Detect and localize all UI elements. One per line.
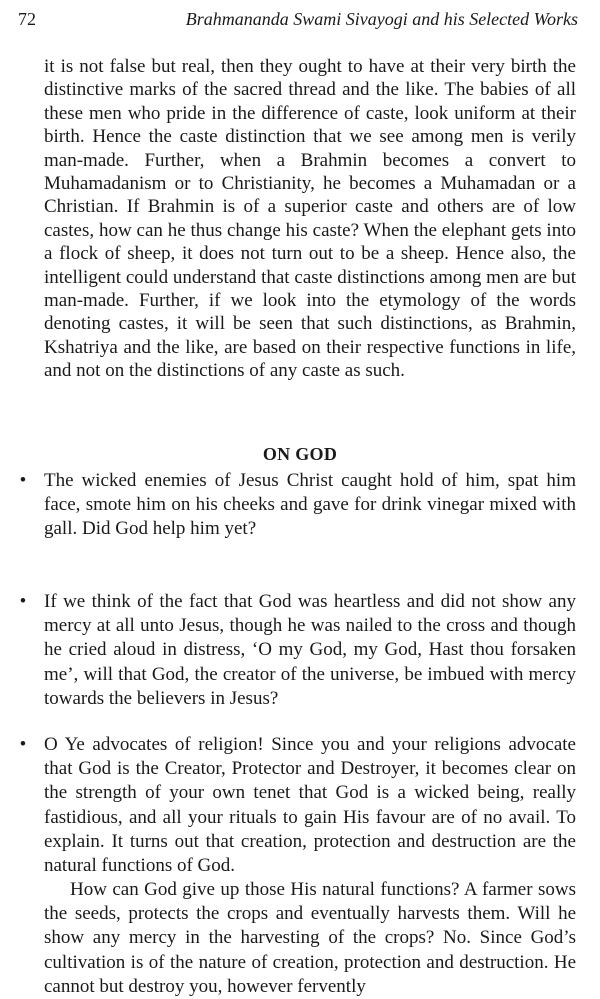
section-heading: ON GOD [262,444,338,464]
bullet-marker: • [19,591,27,612]
opening-paragraph-block [44,55,576,383]
bullet-text: The wicked enemies of Jesus Christ caught hold of him, spat him face, smote him on his cheeks and gave for drink vinegar mixed with gall. Did God help him yet? [44,470,576,540]
bullet-item-1 [19,469,576,542]
bullet-item-2 [19,590,576,711]
running-title: Brahmananda Swami Sivayogi and his Selected Works [185,9,578,29]
bullet-marker: • [19,470,27,491]
opening-paragraph: it is not false but real, then they ought to have at their very birth the distinctive marks of the sacred thread and the like. The babies of all these men who pride in the difference of caste, look uniform at their birth. Hence the caste distinction that we see among men is verily man-made. Further, when a Brahmin becomes a convert to Muhamadanism or to Christianity, he becomes a Muhamadan or a Christian. If Brahmin is of a superior caste and others are of low castes, how can he thus change his caste? When the elephant gets into a flock of sheep, it does not turn out to be a sheep. Hence also, the intelligent could understand that caste distinctions among men are but man-made. Further, if we look into the etymology of the words denoting castes, it will be seen that such distinctions, as Brahmin, Kshatriya and the like, are based on their respective functions in life, and not on the distinctions of any caste as such. [44,56,576,382]
page-number: 72 [18,9,36,29]
bullet-item-3 [19,733,576,878]
bullet-text: If we think of the fact that God was heartless and did not show any mercy at all unto Jesus, though he was nailed to the cross and though he cried aloud in distress, ‘O my God, my God, Hast thou forsaken me’, will that God, the creator of the universe, be imbued with mercy towards the believers in Jesus? [44,591,576,709]
closing-paragraph: How can God give up those His natural functions? A farmer sows the seeds, protects the crops and eventually harvests them. Will he show any mercy in the harvesting of the crops? No. Since God’s cultivation is of the nature of creation, protection and destruction. He cannot but destroy you, however fervently [44,879,576,997]
running-head [0,6,600,32]
bullet-text: O Ye advocates of religion! Since you and your religions advocate that God is the Creator, Protector and Destroyer, it becomes clear on the strength of your own tenet that God is a wicked being, really fastidious, and all your rituals to gain His favour are of no avail. To explain. It turns out that creation, protection and destruction are the natural functions of God. [44,734,576,877]
bullet-marker: • [19,734,27,755]
